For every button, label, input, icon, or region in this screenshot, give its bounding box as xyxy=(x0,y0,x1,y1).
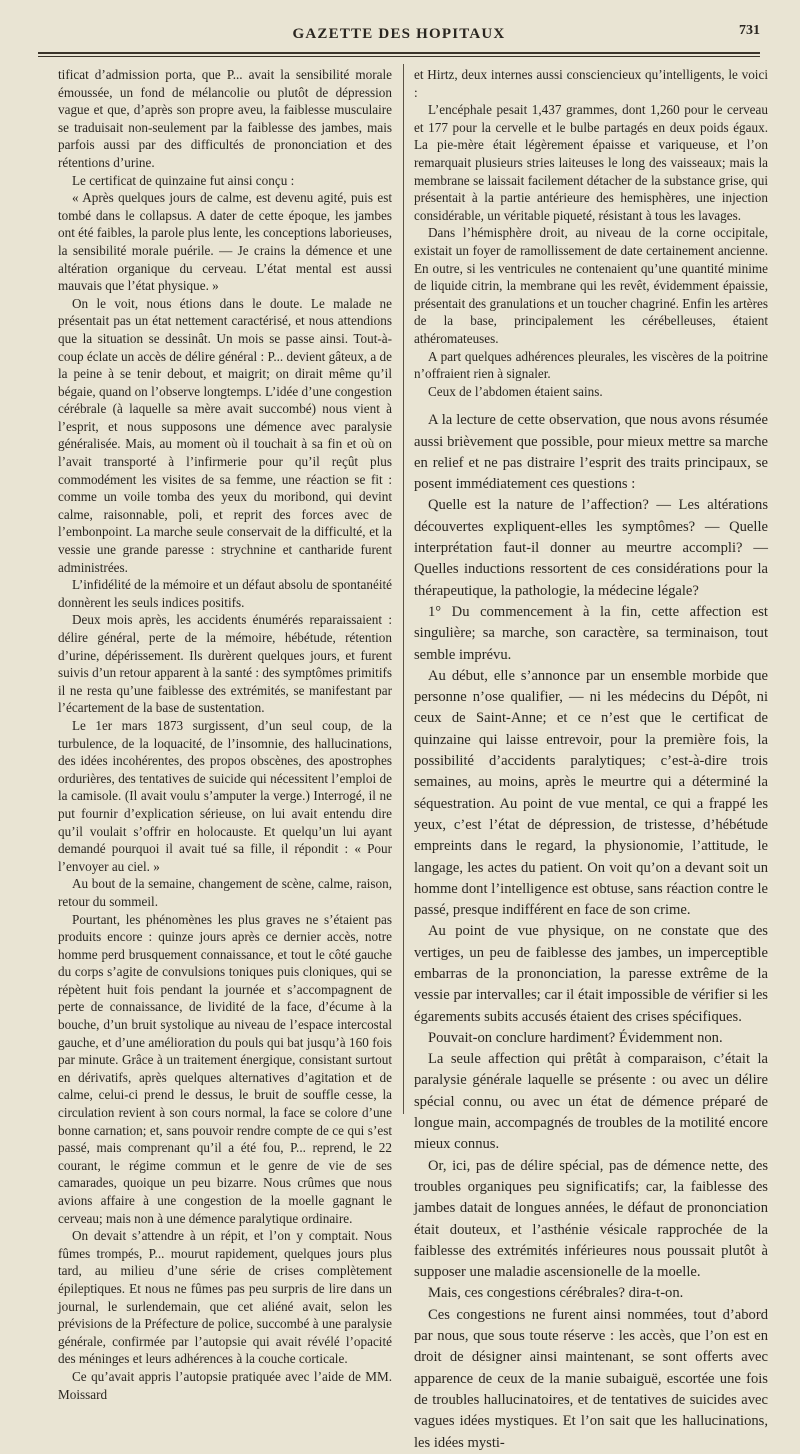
header-rule xyxy=(38,52,760,54)
paragraph: On devait s’attendre à un répit, et l’on y comptait. Nous fûmes trompés, P... mourut rapidement, quelques jours plus tard, au milieu d’une série de crises complètement épileptiques. Et nous ne fûmes pas peu surpris de lire dans un journal, le surlendemain, que cet aliéné avait, selon les prévisions de la Préfecture de police, succombé à une paralysie générale, confirmée par l’autopsie qui avait révélé l’opacité des méninges et leurs adhérences à la couche corticale. xyxy=(58,1228,392,1367)
paragraph: Mais, ces congestions cérébrales? dira-t-on. xyxy=(428,1285,684,1302)
page-header xyxy=(38,18,760,48)
paragraph: Au début, elle s’annonce par un ensemble morbide que personne n’ose qualifier, — ni les médecins du Dépôt, ni ceux de Saint-Anne; et ce n’est que le certificat de quinzaine qui laisse entrevoir, pour la première fois, la possibilité d’accidents paralytiques; c’est-à-dire trois semaines, au moins, après le meurtre qui a déterminé la séquestration. Au point de vue mental, ce qui a frappé les yeux, c’est l’état de dépression, de tristesse, d’hébétude empreints dans le regard, la physionomie, l’attitude, le langage, les actes du patient. On voit qu’on a devant soit un homme dont l’intelligence est obtuse, sans réaction contre le passé, presque indifférent en face de son crime. xyxy=(414,667,768,919)
paragraph: Au point de vue physique, on ne constate que des vertiges, un peu de faiblesse des jambes, un imperceptible embarras de la prononciation, la paresse extrême de la vessie par intervalles; car il était impossible de vérifier si les égarements subits accusés étaient des crises spécifiques. xyxy=(414,923,768,1025)
paragraph: L’encéphale pesait 1,437 grammes, dont 1,260 pour le cerveau et 177 pour la cervelle et le bulbe partagés en deux poids égaux. La pie-mère était légèrement épaisse et variqueuse, et l’on remarquait plusieurs stries laiteuses le long des vaisseaux; mais la membrane se laissait facilement détacher de la substance grise, qui présentait à la partie antérieure des hemisphères, une injection considérable, un véritable piqueté, résistant à tous les lavages. xyxy=(414,102,768,223)
left-column xyxy=(58,66,392,1403)
paragraph: Quelle est la nature de l’affection? — Les altérations découvertes expliquent-elles les symptômes? — Quelle interprétation faut-il donner au meurtre accompli? — Quelles inductions ressortent de ces considérations pour la thérapeutique, la pathologie, la médecine légale? xyxy=(414,497,768,599)
paragraph: Deux mois après, les accidents énumérés reparaissaient : délire général, perte de la mémoire, hébétude, rétention d’urine, dépérissement. Ils durèrent quelques jours, et furent suivis d’un retour apparent à la santé : des symptômes primitifs il ne resta qu’une faiblesse des extrémités, se manifestant par l’écartement de la base de sustentation. xyxy=(58,612,393,716)
paragraph: Dans l’hémisphère droit, au niveau de la corne occipitale, existait un foyer de ramollissement de date certainement ancienne. En outre, si les ventricules ne contenaient qu’une quantité minime de liquide citrin, la membrane qui les revêt, évidemment épaissie, présentait des granulations et un toucher chagriné. Enfin les artères de la base, principalement les cérébelleuses, étaient athéromateuses. xyxy=(414,225,768,346)
paragraph: A la lecture de cette observation, que nous avons résumée aussi brièvement que possible, pour mieux mettre sa marche en relief et ne pas distraire l’esprit des traits principaux, se posent immédiatement ces questions : xyxy=(414,412,768,493)
paragraph: A part quelques adhérences pleurales, les viscères de la poitrine n’offraient rien à signaler. xyxy=(414,348,768,382)
paragraph: Le certificat de quinzaine fut ainsi conçu : xyxy=(72,172,295,188)
page-number: 731 xyxy=(739,23,760,38)
header-rule-thin xyxy=(38,56,760,57)
paragraph: L’infidélité de la mémoire et un défaut absolu de spontanéité donnèrent les seuls indices positifs. xyxy=(58,577,392,610)
paragraph: Ces congestions ne furent ainsi nommées, tout d’abord par nous, que sous toute réserve : les accès, que l’on est en droit de désigner ainsi maintenant, se sont offerts avec apparence de ceux de la manie subaiguë, escortée une fois de troubles hallucinatoires, et de tentatives de suicides avec vagues idées mystiques. Et l’on sait que les hallucinations, les idées mysti- xyxy=(414,1306,768,1451)
section-spacer xyxy=(414,400,768,410)
paragraph: Le 1er mars 1873 surgissent, d’un seul coup, de la turbulence, de la loquacité, de l’insomnie, des hallucinations, des idées incohérentes, des propos obscènes, des apostrophes ordurières, des tentatives de suicide qui nécessitent l’emploi de la camisole. (Il avait voulu s’amputer la verge.) Interrogé, il ne put fournir d’explication sérieuse, on lui avait entendu dire qu’il voulait s’offrir en holocauste. Et quelqu’un lui ayant demandé pourquoi il avait tué sa fille, il répondit : « Pour l’envoyer au ciel. » xyxy=(58,717,392,874)
paragraph: tificat d’admission porta, que P... avait la sensibilité morale émoussée, un fond de mélancolie ou plutôt de dépression vague et que, d’après son propre aveu, la faiblesse musculaire se traduisait non-seulement par la faiblesse des jambes, mais parfois aussi par des difficultés de prononciation et des rétentions d’urine. xyxy=(58,67,392,170)
paragraph: et Hirtz, deux internes aussi consciencieux qu’intelligents, le voici : xyxy=(414,67,768,100)
paragraph: « Après quelques jours de calme, est devenu agité, puis est tombé dans le collapsus. A dater de cette époque, les jambes ont été faibles, la parole plus lente, les conceptions laborieuses, la sensibilité morale puérile. — Je crains la démence et une altération organique du cerveau. L’état mental est aussi mauvais que l’état physique. » xyxy=(58,190,392,294)
newspaper-title: GAZETTE DES HOPITAUX xyxy=(292,26,506,42)
discussion-section xyxy=(414,410,768,1454)
paragraph: La seule affection qui prêtât à comparaison, c’était la paralysie générale laquelle se présente : ou avec un délire spécial connu, ou avec un état de démence préparé de longue main, accompagnés de troubles de la motilité encore mieux connus. xyxy=(414,1051,768,1153)
paragraph: Ce qu’avait appris l’autopsie pratiquée avec l’aide de MM. Moissard xyxy=(58,1368,392,1402)
paragraph: Pouvait-on conclure hardiment? Évidemment non. xyxy=(428,1029,723,1046)
paragraph: Au bout de la semaine, changement de scène, calme, raison, retour du sommeil. xyxy=(58,876,392,909)
paragraph: Ceux de l’abdomen étaient sains. xyxy=(428,383,603,399)
right-column xyxy=(414,66,768,1454)
paragraph: Or, ici, pas de délire spécial, pas de démence nette, des troubles organiques peu significatifs; car, la faiblesse des jambes datait de longues années, le défaut de prononciation était douteux, et l’asthénie vésicale rapprochée de la faiblesse des extrémités inférieures nous poussait plutôt à supposer une maladie ascensionelle de la moelle. xyxy=(414,1157,768,1281)
paragraph: On le voit, nous étions dans le doute. Le malade ne présentait pas un état nettement caractérisé, et nous attendions que la situation se dessinât. Un mois se passe ainsi. Tout-à-coup éclate un accès de délire général : P... devient gâteux, a de la peine à se tenir debout, et maigrit; on dirait même qu’il bégaie, quand on l’observe longtemps. L’idée d’une congestion cérébrale (à laquelle sa mère avait succombé) nous vient à l’esprit, et nous supposons une démence avec paralysie généralisée. Mais, au moment où il touchait à sa fin et où on l’avait transporté à l’infirmerie pour qu’il reçût plus commodément les visites de sa femme, une réaction se fit : comme un voile tomba des yeux du moribond, qui devint calme, raisonnable, poli, et reprit des forces avec de l’embonpoint. La marche seule conservait de la difficulté, et la vessie une grande paresse : strychnine et cantharide furent administrées. xyxy=(58,295,392,575)
column-divider xyxy=(403,64,404,1114)
paragraph: 1° Du commencement à la fin, cette affection est singulière; sa marche, son caractère, sa terminaison, tout semble imprévu. xyxy=(414,603,768,663)
paragraph: Pourtant, les phénomènes les plus graves ne s’étaient pas produits encore : quinze jours après ce dernier accès, notre homme perd brusquement connaissance, et tout le côté gauche du corps s’agite de convulsions toniques puis cloniques, qui se répètent huit fois pendant la journée et s’accompagnent de perte de connaissance, de lividité de la face, d’écume à la bouche, d’un bruit systolique au niveau de l’espace intercostal gauche, et d’une amélioration du pouls qui bat jusqu’à 160 fois par minute. Grâce à un traitement énergique, consistant surtout en dérivatifs, après quelques alternatives d’agitation et de calme, celui-ci prend le dessus, le bruit de souffle cesse, la circulation revient à son cours normal, la face se colore d’une bonne carnation; et, sans pouvoir rendre compte de ce qui s’est passé, mais comprenant qu’il a été fou, P... reprend, le 22 courant, le régime commun et le genre de vie de ses camarades, quoique un peu bizarre. Nous crûmes que nous avions affaire à une congestion de la moelle gagnant le cerveau; mais non à une démence paralytique ordinaire. xyxy=(58,911,392,1226)
